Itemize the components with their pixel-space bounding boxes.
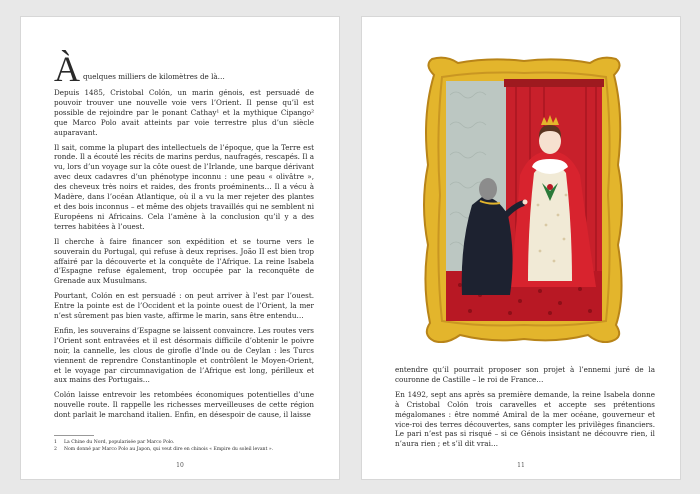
opening-line: quelques milliers de kilomètres de là… bbox=[83, 72, 225, 82]
right-text-column bbox=[395, 365, 655, 454]
page-number: 11 bbox=[517, 462, 525, 469]
footnote-rule bbox=[54, 435, 94, 436]
paragraph: Il sait, comme la plupart des intellectuels de l’époque, que la Terre est ronde. Il a écouté les récits de marins perdus, naufragés, rescapés. Il a vu, lors d’un voyage sur la côte ouest de l’Irlande, une barque dérivant avec deux cadavres d’un phénotype inconnu : une peau « olivâtre », des cheveux très noirs et raides, des fronts proéminents… Il a vécu à Madère, dans l’océan Atlantique, où il a vu la mer rejeter des plantes et des bois inconnus – et même des objets travaillés qui ne semblent ni Européens ni Africains. Cela l’amène à la conclusion qu’il y a des terres habitées à l’ouest. bbox=[54, 142, 314, 231]
page-number: 10 bbox=[176, 462, 184, 469]
paragraph: En 1492, sept ans après sa première demande, la reine Isabela donne à Cristobal Colón trois caravelles et accepte ses prétentions mégalomanes : être nommé Amiral de la mer océane, gouverneur et vice-roi des terres découvertes, sans compter les privilèges financiers. Le pari n’est pas si risqué – si ce Génois insistant ne découvre rien, il n’aura rien ; et s’il dit vrai… bbox=[395, 389, 655, 449]
footnote-number: 1 bbox=[54, 440, 57, 445]
footnote bbox=[54, 439, 314, 446]
paragraph: Colón laisse entrevoir les retombées économiques potentielles d’une nouvelle route. Il rappelle les richesses merveilleuses de cette région dont parlait le marchand italien. Enfin, en désespoir de cause, il laisse bbox=[54, 390, 314, 420]
footnotes bbox=[54, 435, 314, 453]
drop-cap: À bbox=[54, 49, 80, 89]
footnote bbox=[54, 446, 314, 453]
framed-illustration bbox=[420, 55, 628, 343]
paragraph: Pourtant, Colón en est persuadé : on peut arriver à l’est par l’ouest. Entre la pointe est de l’Occident et la pointe ouest de l’Orient, la mer n’est sûrement pas bien vaste, affirme le marin, sans être entendu… bbox=[54, 291, 314, 321]
paragraph: entendre qu’il pourrait proposer son projet à l’ennemi juré de la couronne de Castille – le roi de France… bbox=[395, 365, 655, 384]
left-text-column bbox=[54, 49, 314, 425]
paragraph: Il cherche à faire financer son expédition et se tourne vers le souverain du Portugal, qui refuse à deux reprises. João II est bien trop affairé par la découverte et la conquête de l’Afrique. La reine Isabela d’Espagne refuse également, trop occupée par la reconquête de Grenade aux Musulmans. bbox=[54, 236, 314, 286]
paragraph: Depuis 1485, Cristobal Colón, un marin génois, est persuadé de pouvoir trouver une nouvelle voie vers l’Orient. Il pense qu’il est possible de rejoindre par le ponant Cathay¹ et la mythique Cipango² que Marco Polo avait atteints par voie terrestre plus d’un siècle auparavant. bbox=[54, 88, 314, 137]
right-page bbox=[361, 16, 681, 480]
footnote-text: Nom donné par Marco Polo au Japon, qui veut dire en chinois « Empire du soleil levant ». bbox=[64, 447, 274, 452]
chapter-opening bbox=[54, 49, 314, 89]
left-page bbox=[20, 16, 340, 480]
footnote-text: La Chine du Nord, popularisée par Marco Polo. bbox=[64, 440, 175, 445]
footnote-number: 2 bbox=[54, 447, 57, 452]
paragraph: Enfin, les souverains d’Espagne se laissent convaincre. Les routes vers l’Orient sont entravées et il est désormais difficile d’obtenir le poivre noir, la cannelle, les clous de girofle d’Inde ou de Ceylan : les Turcs viennent de reprendre Constantinople et contrôlent le Moyen-Orient, et le voyage par circumnavigation de l’Afrique est long, périlleux et aux mains des Portugais… bbox=[54, 325, 314, 385]
